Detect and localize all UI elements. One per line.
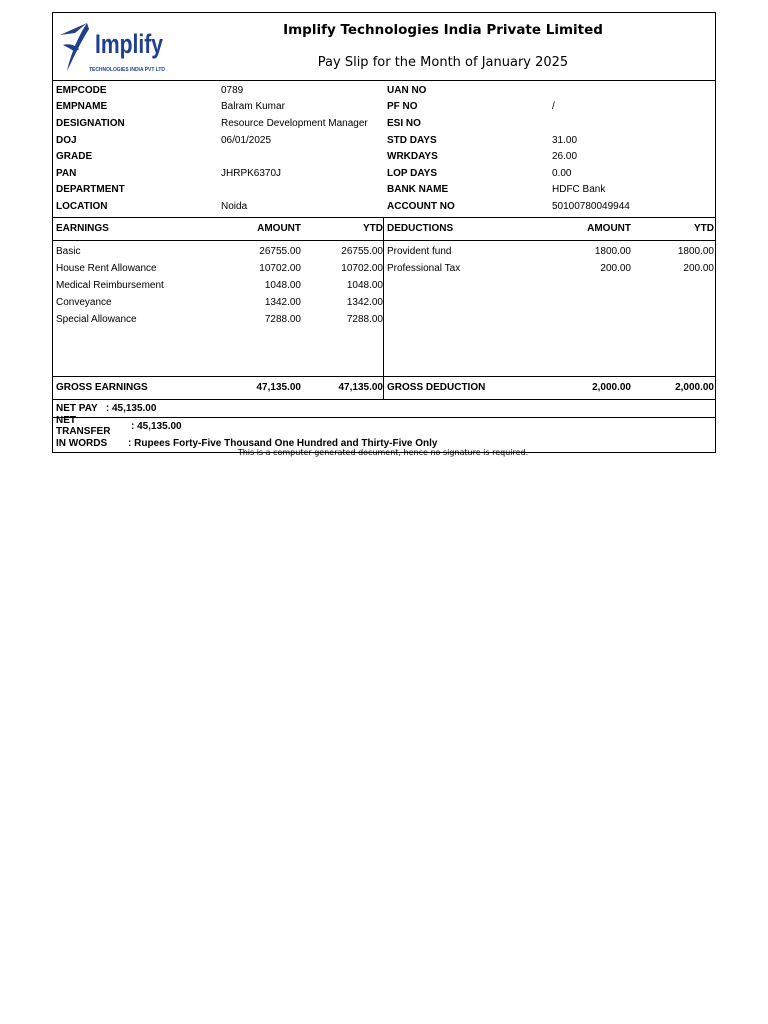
deduction-name: Professional Tax — [387, 262, 461, 274]
net-transfer-label: NET TRANSFER — [56, 415, 111, 438]
info-label: BANK NAME — [387, 184, 449, 196]
earning-row — [53, 260, 383, 277]
gross-earnings-row — [53, 376, 383, 399]
info-value: HDFC Bank — [552, 184, 606, 196]
info-label: ACCOUNT NO — [387, 200, 455, 212]
earnings-deductions-table — [53, 218, 715, 400]
info-value: 0.00 — [552, 167, 572, 179]
deduction-ytd: 200.00 — [683, 262, 714, 274]
info-value: Balram Kumar — [221, 101, 285, 113]
earning-amount: 10702.00 — [259, 262, 301, 274]
deduction-amount: 200.00 — [600, 262, 631, 274]
gross-earnings-label: GROSS EARNINGS — [56, 382, 148, 394]
info-label: GRADE — [56, 151, 93, 163]
gross-deduction-amount: 2,000.00 — [592, 382, 631, 394]
deduction-row — [384, 243, 715, 260]
earnings-header — [53, 218, 383, 241]
employee-info-row — [53, 99, 384, 116]
payslip-header — [53, 13, 715, 81]
company-name: Implify Technologies India Private Limited — [283, 22, 603, 38]
in-words-label: IN WORDS — [56, 437, 108, 449]
employee-info-row — [384, 115, 715, 132]
info-label: EMPCODE — [56, 84, 107, 96]
earnings-section — [53, 218, 384, 399]
earning-amount: 1048.00 — [264, 279, 301, 291]
employee-info-left — [53, 82, 384, 215]
deduction-name: Provident fund — [387, 245, 452, 257]
info-value: 06/01/2025 — [221, 134, 272, 146]
earning-name: Basic — [56, 245, 81, 257]
employee-info-row — [384, 182, 715, 199]
employee-info-row — [384, 99, 715, 116]
info-value: Noida — [221, 200, 248, 212]
gross-earnings-amount: 47,135.00 — [256, 382, 301, 394]
gross-deduction-label: GROSS DEDUCTION — [387, 382, 486, 394]
deductions-header — [384, 218, 715, 241]
info-label: DEPARTMENT — [56, 184, 125, 196]
earnings-header-label: EARNINGS — [56, 223, 109, 235]
employee-info-row — [53, 132, 384, 149]
earning-name: Conveyance — [56, 296, 112, 308]
employee-info-row — [53, 115, 384, 132]
earnings-header-ytd: YTD — [363, 223, 383, 235]
info-label: UAN NO — [387, 84, 427, 96]
info-value: 50100780049944 — [552, 200, 630, 212]
gross-deduction-ytd: 2,000.00 — [675, 382, 714, 394]
employee-info-row — [384, 82, 715, 99]
info-label: DOJ — [56, 134, 77, 146]
earning-name: Medical Reimbursement — [56, 279, 164, 291]
info-label: PF NO — [387, 101, 418, 113]
employee-info — [53, 81, 715, 218]
earning-name: Special Allowance — [56, 313, 137, 325]
info-label: LOP DAYS — [387, 167, 438, 179]
employee-info-right — [384, 82, 715, 215]
info-value: / — [552, 101, 555, 113]
earning-ytd: 1342.00 — [346, 296, 383, 308]
earning-row — [53, 294, 383, 311]
earning-row — [53, 277, 383, 294]
footer-note: This is a computer generated document, hence no signature is required. — [237, 448, 529, 457]
deductions-section — [384, 218, 715, 399]
employee-info-row — [384, 132, 715, 149]
earning-amount: 7288.00 — [264, 313, 301, 325]
payslip-title: Pay Slip for the Month of January 2025 — [317, 55, 569, 70]
employee-info-row — [384, 148, 715, 165]
deductions-header-amount: AMOUNT — [587, 223, 631, 235]
earning-row — [53, 311, 383, 328]
deduction-row — [384, 260, 715, 277]
company-logo — [57, 19, 177, 77]
employee-info-row — [384, 198, 715, 215]
info-label: DESIGNATION — [56, 117, 125, 129]
info-label: EMPNAME — [56, 101, 108, 113]
info-label: PAN — [56, 167, 77, 179]
info-label: LOCATION — [56, 200, 108, 212]
net-pay: NET PAY : 45,135.00 — [53, 400, 715, 418]
gross-earnings-ytd: 47,135.00 — [338, 382, 383, 394]
info-value: 0789 — [221, 84, 244, 96]
earning-amount: 26755.00 — [259, 245, 301, 257]
earning-ytd: 10702.00 — [341, 262, 383, 274]
net-transfer-value: : 45,135.00 — [131, 420, 182, 432]
info-value: 26.00 — [552, 151, 578, 163]
logo-subtext: TECHNOLOGIES INDIA PVT LTD — [89, 67, 165, 73]
earning-ytd: 7288.00 — [346, 313, 383, 325]
info-label: STD DAYS — [387, 134, 437, 146]
in-words-value: : Rupees Forty-Five Thousand One Hundred and Thirty-Five Only — [128, 437, 438, 449]
employee-info-row — [53, 198, 384, 215]
net-transfer-row — [53, 415, 715, 438]
info-label: ESI NO — [387, 117, 421, 129]
employee-info-row — [384, 165, 715, 182]
info-value: JHRPK6370J — [221, 167, 282, 179]
earning-ytd: 26755.00 — [341, 245, 383, 257]
earning-ytd: 1048.00 — [346, 279, 383, 291]
deductions-header-ytd: YTD — [694, 223, 714, 235]
info-label: WRKDAYS — [387, 151, 438, 163]
deductions-rows — [384, 241, 715, 376]
info-value: 31.00 — [552, 134, 578, 146]
payslip — [52, 12, 716, 453]
employee-info-row — [53, 182, 384, 199]
deductions-header-label: DEDUCTIONS — [387, 223, 454, 235]
info-value: Resource Development Manager — [221, 117, 368, 129]
employee-info-row — [53, 148, 384, 165]
employee-info-row — [53, 165, 384, 182]
earnings-header-amount: AMOUNT — [257, 223, 301, 235]
employee-info-row — [53, 82, 384, 99]
deduction-amount: 1800.00 — [594, 245, 631, 257]
earnings-rows — [53, 241, 383, 376]
earning-name: House Rent Allowance — [56, 262, 157, 274]
logo-text: Implify — [95, 29, 163, 59]
earning-row — [53, 243, 383, 260]
deduction-ytd: 1800.00 — [677, 245, 714, 257]
earning-amount: 1342.00 — [264, 296, 301, 308]
gross-deduction-row — [384, 376, 715, 399]
